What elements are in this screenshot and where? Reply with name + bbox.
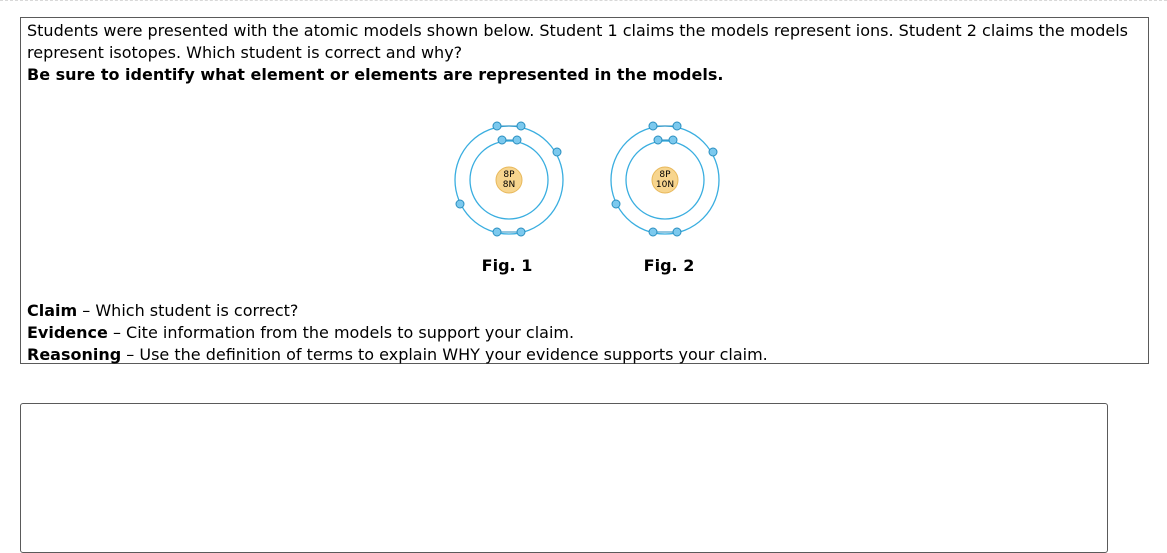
- reasoning-text: – Use the definition of terms to explain WHY your evidence supports your claim.: [121, 345, 768, 364]
- claim-term: Claim: [27, 301, 78, 320]
- electron: [612, 200, 620, 208]
- electron: [498, 136, 506, 144]
- electron: [517, 122, 525, 130]
- electron: [654, 136, 662, 144]
- electron: [456, 200, 464, 208]
- prompt-text: Students were presented with the atomic models shown below. Student 1 claims the models represent ions. Student 2 claims the models represent isotopes. Which student is correct and why?: [27, 21, 1129, 62]
- electron: [493, 122, 501, 130]
- electron: [553, 148, 561, 156]
- electron: [649, 228, 657, 236]
- atom-model-fig1: [447, 118, 571, 242]
- figure-1-label: Fig. 1: [481, 256, 533, 275]
- top-divider: [0, 0, 1167, 1]
- electron: [493, 228, 501, 236]
- electron: [669, 136, 677, 144]
- electron: [513, 136, 521, 144]
- electron: [673, 228, 681, 236]
- reasoning-line: [27, 344, 1137, 366]
- cer-instructions: [27, 300, 1137, 366]
- atomic-models: [21, 18, 1150, 318]
- claim-text: – Which student is correct?: [77, 301, 299, 320]
- answer-textarea[interactable]: [20, 403, 1108, 553]
- nucleus-neutrons: 10N: [655, 180, 675, 190]
- claim-line: [27, 300, 1137, 322]
- evidence-line: [27, 322, 1137, 344]
- nucleus-neutrons: 8N: [502, 180, 516, 190]
- atom-model-fig2: [603, 118, 727, 242]
- electron: [709, 148, 717, 156]
- question-panel: [20, 17, 1149, 364]
- nucleus-protons: 8P: [503, 170, 515, 180]
- nucleus-protons: 8P: [659, 170, 671, 180]
- reasoning-term: Reasoning: [27, 345, 122, 364]
- prompt-instruction: Be sure to identify what element or elements are represented in the models.: [27, 65, 724, 84]
- evidence-text: – Cite information from the models to support your claim.: [107, 323, 575, 342]
- figure-2-label: Fig. 2: [643, 256, 695, 275]
- electron: [673, 122, 681, 130]
- electron: [649, 122, 657, 130]
- evidence-term: Evidence: [27, 323, 108, 342]
- electron: [517, 228, 525, 236]
